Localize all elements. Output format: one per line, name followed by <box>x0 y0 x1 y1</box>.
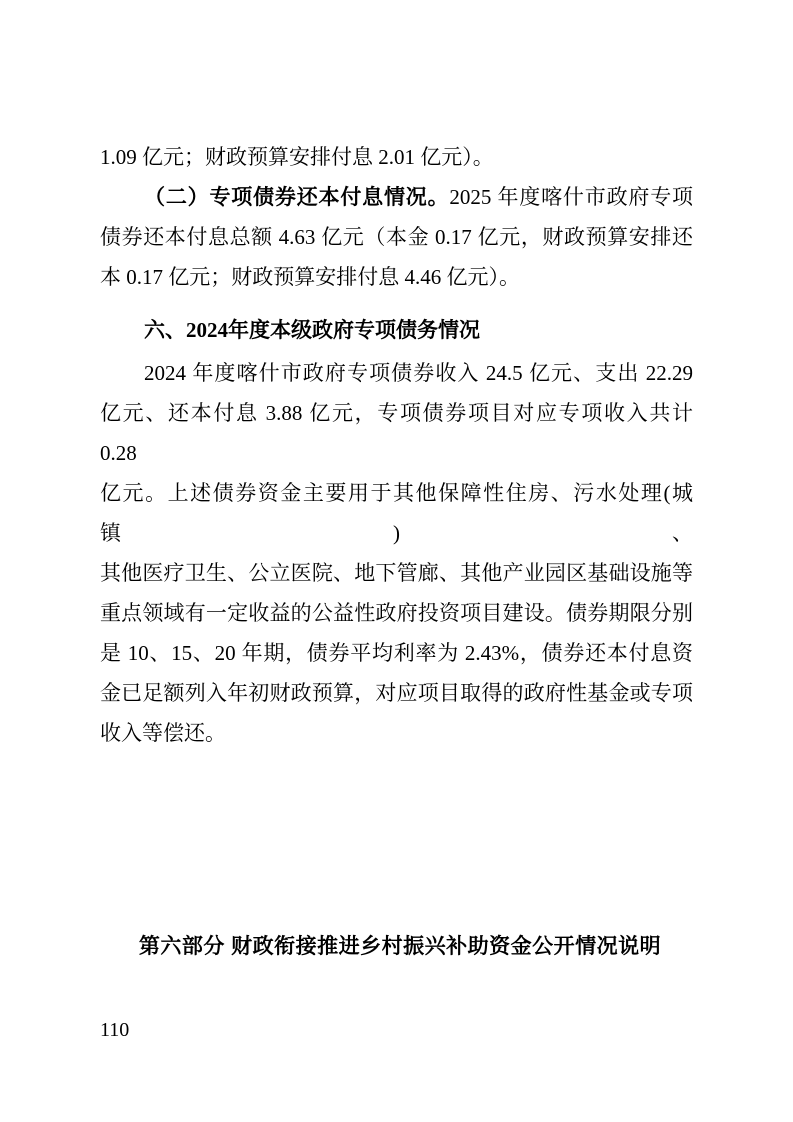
text-segment: 金已足额列入年初财政预算，对应项目取得的政府性基金或专项 <box>100 681 693 705</box>
text-segment: 是 10、15、20 年期，债券平均利率为 2.43%，债券还本付息资 <box>100 641 693 665</box>
text-line <box>100 473 693 553</box>
text-line <box>100 353 693 393</box>
text-segment: 收入等偿还。 <box>100 721 226 745</box>
text-line <box>100 257 693 297</box>
text-segment: 亿元、还本付息 3.88 亿元，专项债券项目对应专项收入共计 0.28 <box>100 401 693 465</box>
text-segment: 亿元。上述债券资金主要用于其他保障性住房、污水处理(城镇)、 <box>100 481 693 545</box>
text-segment: 2025 年度喀什市政府专项 <box>449 185 694 209</box>
text-line <box>100 137 693 177</box>
text-segment: 1.09 亿元；财政预算安排付息 2.01 亿元）。 <box>100 145 494 169</box>
text-line <box>100 177 693 217</box>
text-line <box>100 713 693 753</box>
next-section-title: 第六部分 财政衔接推进乡村振兴补助资金公开情况说明 <box>138 935 662 958</box>
text-line <box>100 553 693 593</box>
text-segment-bold: 六、2024年度本级政府专项债务情况 <box>144 318 480 342</box>
text-segment: 本 0.17 亿元；财政预算安排付息 4.46 亿元）。 <box>100 265 520 289</box>
document-body <box>100 137 693 753</box>
text-segment: 重点领域有一定收益的公益性政府投资项目建设。债券期限分别 <box>100 601 693 625</box>
text-segment: 2024 年度喀什市政府专项债券收入 24.5 亿元、支出 22.29 <box>144 361 693 385</box>
text-segment: 债券还本付息总额 4.63 亿元（本金 0.17 亿元，财政预算安排还 <box>100 225 693 249</box>
text-line <box>100 633 693 673</box>
section-heading <box>100 310 693 350</box>
page-number: 110 <box>100 1019 130 1041</box>
text-segment-bold: （二）专项债券还本付息情况。 <box>144 185 450 209</box>
text-line <box>100 217 693 257</box>
text-line <box>100 393 693 473</box>
text-segment: 其他医疗卫生、公立医院、地下管廊、其他产业园区基础设施等 <box>100 561 693 585</box>
text-line <box>100 593 693 633</box>
text-line <box>100 673 693 713</box>
